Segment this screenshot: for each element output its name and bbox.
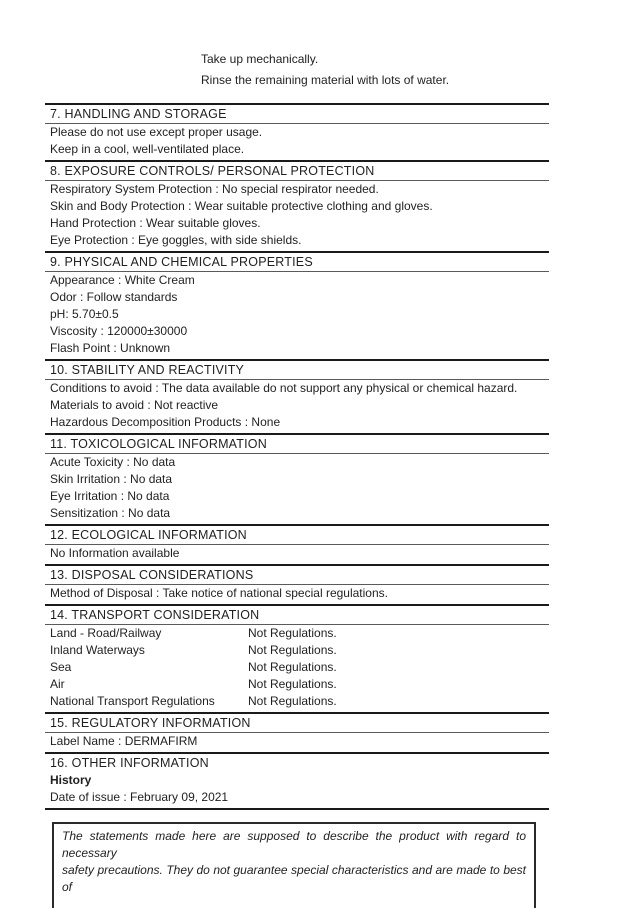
section-row: Appearance : White Cream bbox=[50, 273, 195, 287]
section-row: Conditions to avoid : The data available do not support any physical or chemical hazard. bbox=[50, 381, 518, 395]
section-row: pH: 5.70±0.5 bbox=[50, 307, 119, 321]
section-handling-storage bbox=[45, 103, 549, 160]
section-other-information bbox=[45, 752, 549, 808]
section-row: Hazardous Decomposition Products : None bbox=[50, 415, 281, 429]
intro-line: Take up mechanically. bbox=[201, 52, 319, 66]
section-body bbox=[45, 772, 549, 808]
section-title: 14. TRANSPORT CONSIDERATION bbox=[45, 606, 549, 625]
section-disposal bbox=[45, 564, 549, 604]
transport-row bbox=[45, 676, 549, 693]
section-body bbox=[45, 585, 549, 604]
transport-regulation-value: Not Regulations. bbox=[248, 694, 337, 708]
section-title: 13. DISPOSAL CONSIDERATIONS bbox=[45, 566, 549, 585]
section-row: Respiratory System Protection : No special respirator needed. bbox=[50, 182, 379, 196]
section-row: Skin Irritation : No data bbox=[50, 472, 173, 486]
section-body bbox=[45, 124, 549, 160]
disclaimer-line: The statements made here are supposed to describe the product with regard to necessary bbox=[62, 829, 526, 860]
section-ecological bbox=[45, 524, 549, 564]
section-body bbox=[45, 545, 549, 564]
section-title: 12. ECOLOGICAL INFORMATION bbox=[45, 526, 549, 545]
section-row: Odor : Follow standards bbox=[50, 290, 178, 304]
disclaimer-line: safety precautions. They do not guarantee special characteristics and are made to best of bbox=[62, 863, 526, 894]
section-row: Acute Toxicity : No data bbox=[50, 455, 176, 469]
transport-mode-label: Air bbox=[50, 677, 65, 691]
transport-mode-label: Sea bbox=[50, 660, 72, 674]
section-title: 16. OTHER INFORMATION bbox=[50, 756, 209, 770]
transport-regulation-value: Not Regulations. bbox=[248, 677, 337, 691]
transport-row bbox=[45, 625, 549, 642]
section-toxicological bbox=[45, 433, 549, 524]
transport-regulation-value: Not Regulations. bbox=[248, 626, 337, 640]
intro-line: Rinse the remaining material with lots of water. bbox=[201, 73, 450, 87]
section-row: Viscosity : 120000±30000 bbox=[50, 324, 188, 338]
date-of-issue-row: Date of issue : February 09, 2021 bbox=[50, 790, 229, 804]
section-row: Please do not use except proper usage. bbox=[50, 125, 263, 139]
section-row: Label Name : DERMAFIRM bbox=[50, 734, 198, 748]
section-row: Hand Protection : Wear suitable gloves. bbox=[50, 216, 261, 230]
intro-block bbox=[45, 49, 549, 91]
section-row: Sensitization : No data bbox=[50, 506, 171, 520]
sds-document-page bbox=[45, 0, 549, 908]
section-body bbox=[45, 625, 549, 712]
section-row: Method of Disposal : Take notice of national special regulations. bbox=[50, 586, 388, 600]
section-exposure-controls bbox=[45, 160, 549, 251]
transport-row bbox=[45, 642, 549, 659]
section-physical-chemical bbox=[45, 251, 549, 359]
section-title: 8. EXPOSURE CONTROLS/ PERSONAL PROTECTION bbox=[45, 162, 549, 181]
transport-regulation-value: Not Regulations. bbox=[248, 660, 337, 674]
section-body bbox=[45, 380, 549, 433]
section-row: Eye Protection : Eye goggles, with side shields. bbox=[50, 233, 302, 247]
sections-container bbox=[45, 103, 549, 810]
section-row: Flash Point : Unknown bbox=[50, 341, 171, 355]
section-title: 10. STABILITY AND REACTIVITY bbox=[45, 361, 549, 380]
section-row: No Information available bbox=[50, 546, 180, 560]
transport-mode-label: Land - Road/Railway bbox=[50, 626, 162, 640]
section-row: Skin and Body Protection : Wear suitable protective clothing and gloves. bbox=[50, 199, 433, 213]
transport-row bbox=[45, 659, 549, 676]
section-body bbox=[45, 181, 549, 251]
section-body bbox=[45, 733, 549, 752]
section-regulatory bbox=[45, 712, 549, 752]
section-row: Eye Irritation : No data bbox=[50, 489, 170, 503]
section-title: 7. HANDLING AND STORAGE bbox=[45, 105, 549, 124]
section-body bbox=[45, 272, 549, 359]
transport-row bbox=[45, 693, 549, 710]
history-subheading: History bbox=[50, 773, 92, 787]
section-row: Materials to avoid : Not reactive bbox=[50, 398, 219, 412]
section-transport bbox=[45, 604, 549, 712]
section-stability-reactivity bbox=[45, 359, 549, 433]
section-body bbox=[45, 454, 549, 524]
section-title: 9. PHYSICAL AND CHEMICAL PROPERTIES bbox=[45, 253, 549, 272]
transport-mode-label: Inland Waterways bbox=[50, 643, 145, 657]
section-row: Keep in a cool, well-ventilated place. bbox=[50, 142, 245, 156]
section-title: 11. TOXICOLOGICAL INFORMATION bbox=[45, 435, 549, 454]
section-title: 15. REGULATORY INFORMATION bbox=[45, 714, 549, 733]
transport-mode-label: National Transport Regulations bbox=[50, 694, 215, 708]
transport-regulation-value: Not Regulations. bbox=[248, 643, 337, 657]
disclaimer-box bbox=[52, 822, 536, 908]
